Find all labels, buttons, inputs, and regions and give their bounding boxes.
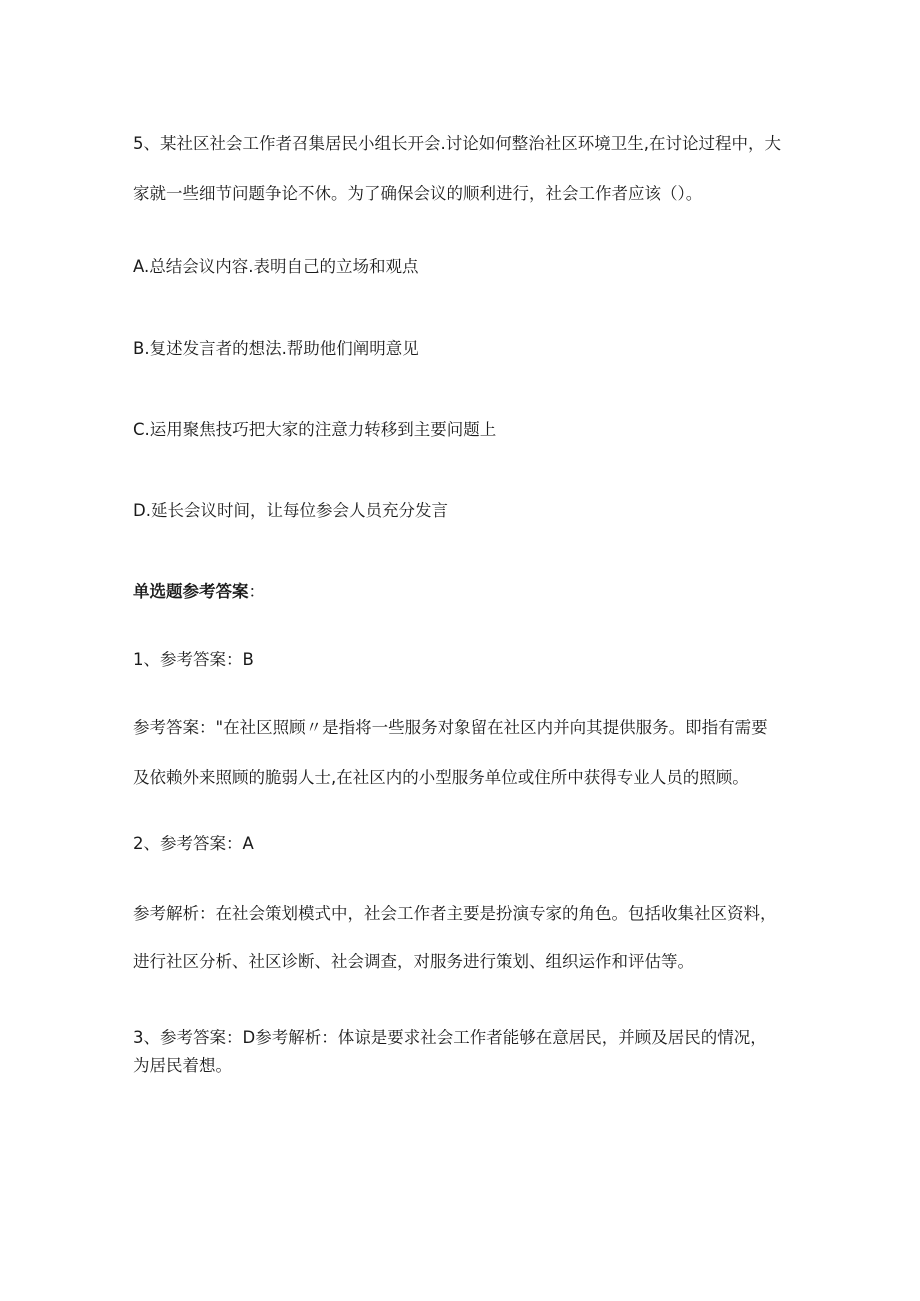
answer-2-explanation-line-1: 参考解析：在社会策划模式中，社会工作者主要是扮演专家的角色。包括收集社区资料，: [133, 904, 777, 923]
question-text-line-1: 5、某社区社会工作者召集居民小组长开会.讨论如何整治社区环境卫生,在讨论过程中，大: [133, 134, 781, 153]
option-c: C.运用聚焦技巧把大家的注意力转移到主要问题上: [133, 420, 497, 439]
answer-1-title: 1、参考答案：B: [133, 650, 254, 669]
answers-heading-text: 单选题参考答案: [133, 582, 249, 601]
option-a: A.总结会议内容.表明自己的立场和观点: [133, 257, 419, 276]
answer-3-line-1: 3、参考答案：D参考解析：体谅是要求社会工作者能够在意居民，并顾及居民的情况，: [133, 1028, 767, 1047]
answer-2-explanation-line-2: 进行社区分析、社区诊断、社会调查，对服务进行策划、组织运作和评估等。: [133, 952, 694, 971]
option-b: B.复述发言者的想法.帮助他们阐明意见: [133, 339, 419, 358]
answer-1-explanation-line-2: 及依赖外来照顾的脆弱人士,在社区内的小型服务单位或住所中获得专业人员的照顾。: [133, 768, 749, 787]
question-text-line-2: 家就一些细节问题争论不休。为了确保会议的顺利进行，社会工作者应该（）。: [133, 184, 703, 203]
answers-heading: [133, 581, 265, 603]
answers-heading-colon: ：: [248, 582, 265, 601]
answer-1-explanation-line-1: 参考答案："在社区照顾〃是指将一些服务对象留在社区内并向其提供服务。即指有需要: [133, 718, 768, 737]
option-d: D.延长会议时间，让每位参会人员充分发言: [133, 501, 448, 520]
answer-2-title: 2、参考答案：A: [133, 834, 254, 853]
answer-3-line-2: 为居民着想。: [133, 1056, 232, 1075]
